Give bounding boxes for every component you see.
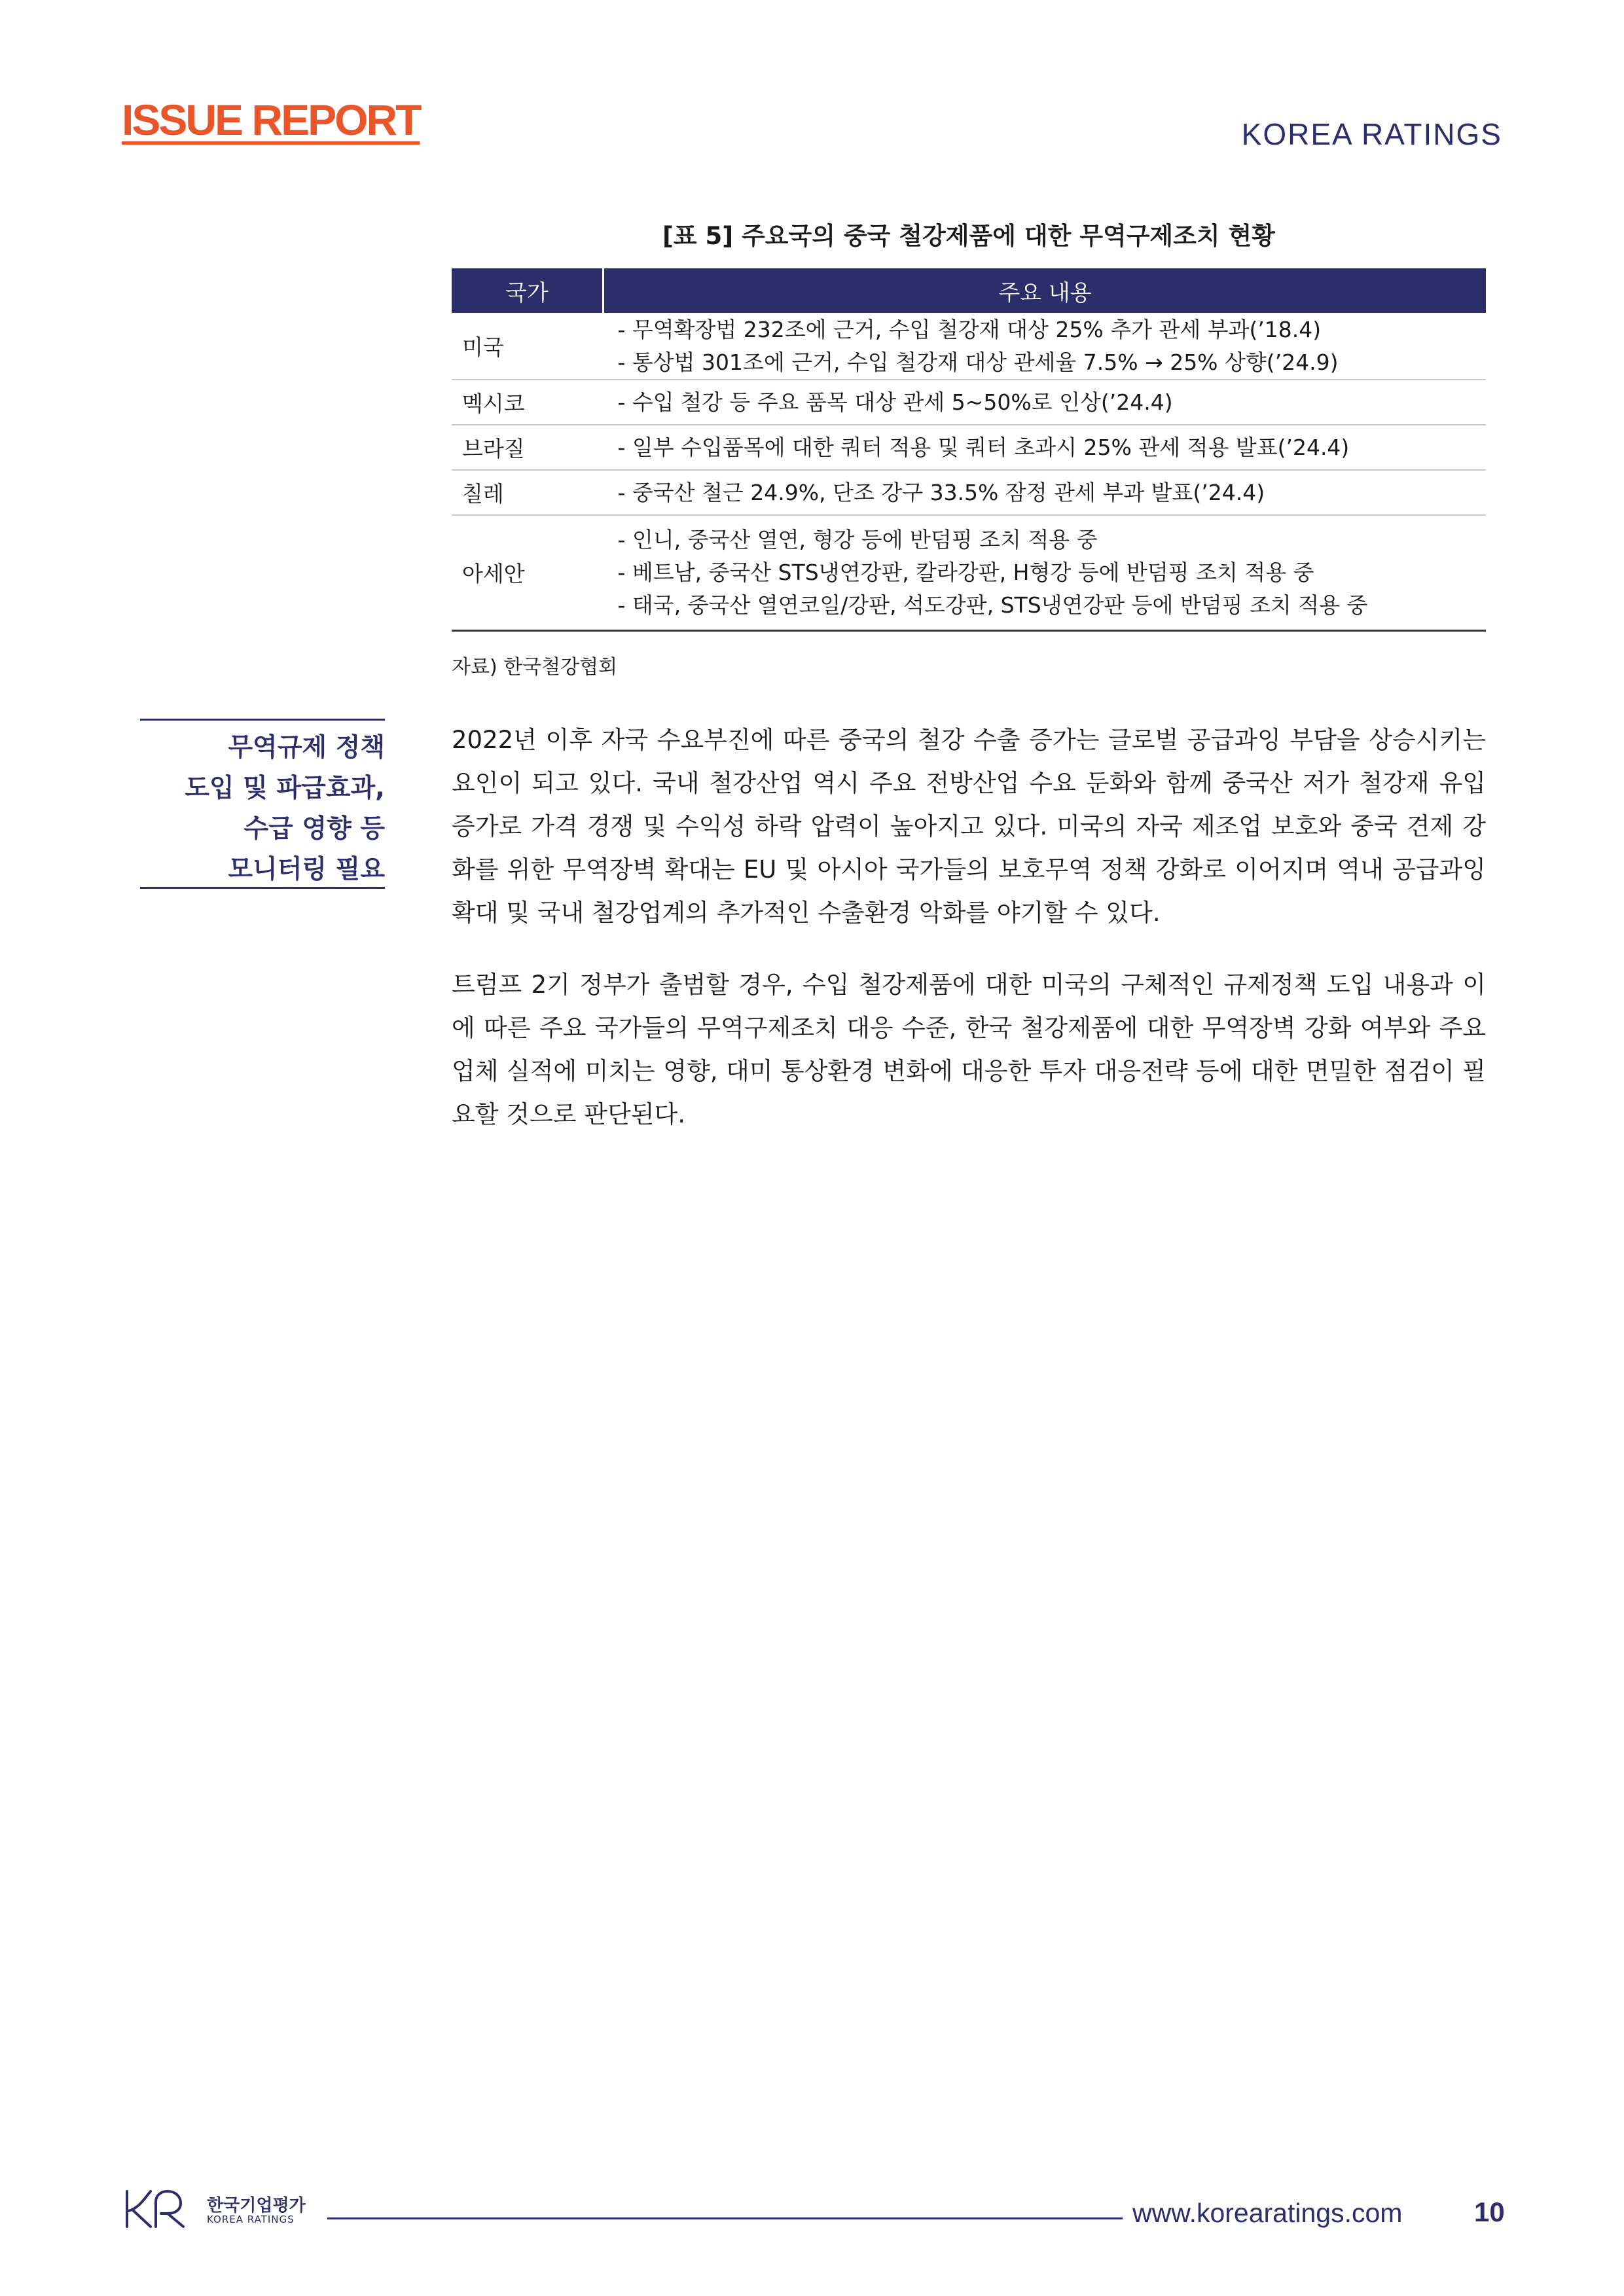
side-heading-top-rule: [140, 719, 385, 721]
table-source: 자료) 한국철강협회: [452, 656, 618, 679]
table-caption: [표 5] 주요국의 중국 철강제품에 대한 무역구제조치 현황: [662, 222, 1276, 250]
footer-url-link[interactable]: www.korearatings.com: [1132, 2198, 1403, 2228]
country-cell: 칠레: [452, 470, 604, 515]
footer-rule: [327, 2217, 1123, 2219]
table-row: [452, 470, 1486, 515]
body-paragraph: 2022년 이후 자국 수요부진에 따른 중국의 철강 수출 증가는 글로벌 공급과잉 부담을 상승시키는 요인이 되고 있다. 국내 철강산업 역시 주요 전방산업 수요 둔화와 함께 중국산 저가 철강재 유입 증가로 가격 경쟁 및 수익성 하락 압력이 높아지고 있다. 미국의 자국 제조업 보호와 중국 견제 강화를 위한 무역장벽 확대는 EU 및 아시아 국가들의 보호무역 정책 강화로 이어지며 역내 공급과잉 확대 및 국내 철강업계의 추가적인 수출환경 악화를 야기할 수 있다.: [452, 726, 1486, 927]
content-line: - 중국산 철근 24.9%, 단조 강구 33.5% 잠정 관세 부과 발표(’24.4): [617, 479, 1265, 505]
content-line: - 통상법 301조에 근거, 수입 철강재 대상 관세율 7.5% → 25% 상향(’24.9): [617, 349, 1339, 375]
side-heading-line: 수급 영향 등: [244, 814, 385, 844]
table-row: [452, 425, 1486, 470]
content-line: - 베트남, 중국산 STS냉연강판, 칼라강판, H형강 등에 반덤핑 조치 적용 중: [617, 559, 1314, 585]
content-cell: [604, 380, 1487, 425]
side-heading-line: 모니터링 필요: [228, 855, 385, 884]
country-cell: 브라질: [452, 425, 604, 470]
column-header-content: 주요 내용: [604, 268, 1487, 313]
country-cell: 아세안: [452, 515, 604, 630]
table-row: [452, 515, 1486, 630]
trade-measures-table: [452, 268, 1486, 632]
side-heading-line: 도입 및 파급효과,: [185, 774, 385, 803]
content-cell: [604, 313, 1487, 380]
content-line: - 일부 수입품목에 대한 쿼터 적용 및 쿼터 초과시 25% 관세 적용 발표(’24.4): [617, 434, 1350, 460]
report-title: ISSUE REPORT: [122, 96, 420, 144]
kr-logo-icon: [122, 2186, 187, 2232]
side-heading-line: 무역규제 정책: [228, 733, 385, 762]
footer-logo-korean: 한국기업평가: [207, 2196, 306, 2215]
side-heading: [140, 728, 385, 890]
body-paragraph: 트럼프 2기 정부가 출범할 경우, 수입 철강제품에 대한 미국의 구체적인 규제정책 도입 내용과 이에 따른 주요 국가들의 무역구제조치 대응 수준, 한국 철강제품에 대한 무역장벽 강화 여부와 주요 업체 실적에 미치는 영향, 대미 통상환경 변화에 대응한 투자 대응전략 등에 대한 면밀한 점검이 필요할 것으로 판단된다.: [452, 971, 1486, 1128]
column-header-country: 국가: [452, 268, 604, 313]
country-cell: 미국: [452, 313, 604, 380]
content-cell: [604, 515, 1487, 630]
content-cell: [604, 470, 1487, 515]
footer-logo-english: KOREA RATINGS: [207, 2214, 295, 2225]
content-line: - 무역확장법 232조에 근거, 수입 철강재 대상 25% 추가 관세 부과(’18.4): [617, 316, 1322, 342]
table-row: [452, 313, 1486, 380]
page-number: 10: [1474, 2197, 1505, 2227]
brand-name: KOREA RATINGS: [1241, 117, 1502, 151]
table-row: [452, 380, 1486, 425]
side-heading-bottom-rule: [140, 887, 385, 889]
country-cell: 멕시코: [452, 380, 604, 425]
content-line: - 인니, 중국산 열연, 형강 등에 반덤핑 조치 적용 중: [617, 526, 1098, 552]
table-header-row: [452, 268, 1486, 313]
content-cell: [604, 425, 1487, 470]
content-line: - 태국, 중국산 열연코일/강판, 석도강판, STS냉연강판 등에 반덤핑 조치 적용 중: [617, 592, 1368, 618]
content-line: - 수입 철강 등 주요 품목 대상 관세 5~50%로 인상(’24.4): [617, 389, 1173, 415]
